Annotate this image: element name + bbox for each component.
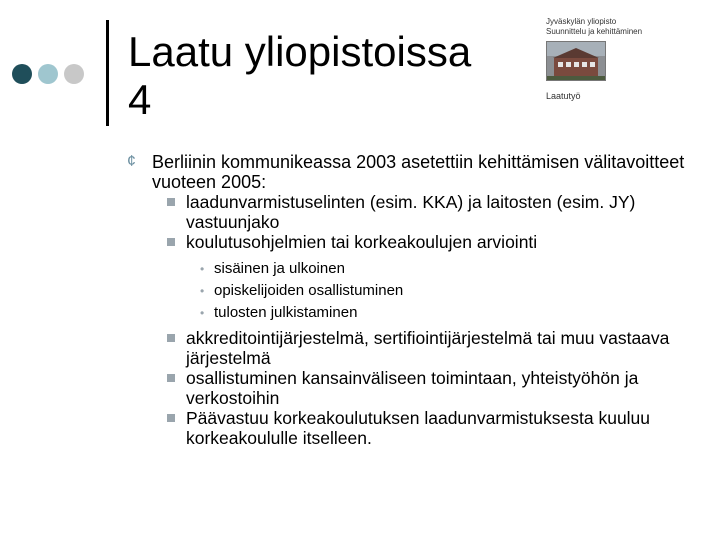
title-divider [106, 20, 109, 126]
building-image [546, 41, 606, 81]
university-logo [546, 17, 666, 101]
square-bullet-icon [167, 238, 175, 246]
dot-bullet-icon: • [200, 262, 205, 276]
page-title [128, 28, 471, 124]
sub-bullet-3-text: akkreditointijärjestelmä, sertifiointijärjestelmä tai muu vastaava järjestelmä [186, 328, 670, 368]
logo-line-1: Jyväskylän yliopisto [546, 17, 617, 26]
ring-bullet-icon: ¢ [127, 153, 136, 170]
bullet-main [127, 152, 690, 192]
sub-bullet-2-text: koulutusohjelmien tai korkeakoulujen arviointi [186, 232, 538, 252]
sub-bullet-5-text: Päävastuu korkeakoulutuksen laadunvarmistuksesta kuuluu korkeakoululle itselleen. [186, 408, 651, 448]
sub-sub-bullet-3-text: tulosten julkistaminen [214, 304, 358, 321]
square-bullet-icon [167, 334, 175, 342]
sub-bullet-4-text: osallistuminen kansainväliseen toimintaan, yhteistyöhön ja verkostoihin [186, 368, 639, 408]
dot-dark [12, 64, 32, 84]
sub-bullet-5 [130, 408, 690, 448]
logo-caption: Laatutyö [546, 91, 581, 101]
square-bullet-icon [167, 374, 175, 382]
sub-sub-bullet-2 [130, 280, 690, 302]
sub-bullet-1-text: laadunvarmistuselinten (esim. KKA) ja laitosten (esim. JY) vastuunjako [186, 192, 636, 232]
square-bullet-icon [167, 414, 175, 422]
sub-sub-bullet-2-text: opiskelijoiden osallistuminen [214, 282, 404, 299]
dot-bullet-icon: • [200, 306, 205, 320]
dot-grey [64, 64, 84, 84]
logo-line-2: Suunnittelu ja kehittäminen [546, 27, 643, 36]
dot-teal [38, 64, 58, 84]
square-bullet-icon [167, 198, 175, 206]
slide-content [127, 152, 690, 448]
dot-bullet-icon: • [200, 284, 205, 298]
sub-bullet-4 [130, 368, 690, 408]
sub-bullet-2 [130, 232, 690, 252]
sub-sub-bullet-3 [130, 302, 690, 324]
bullet-main-text: Berliinin kommunikeassa 2003 asetettiin kehittämisen välitavoitteet vuoteen 2005: [152, 152, 685, 192]
sub-sub-bullet-1-text: sisäinen ja ulkoinen [214, 260, 345, 277]
sub-sub-bullet-1 [130, 258, 690, 280]
sub-bullet-3 [130, 328, 690, 368]
title-line-1: Laatu yliopistoissa [128, 28, 472, 75]
title-line-2: 4 [128, 76, 152, 123]
sub-bullet-1 [130, 192, 690, 232]
